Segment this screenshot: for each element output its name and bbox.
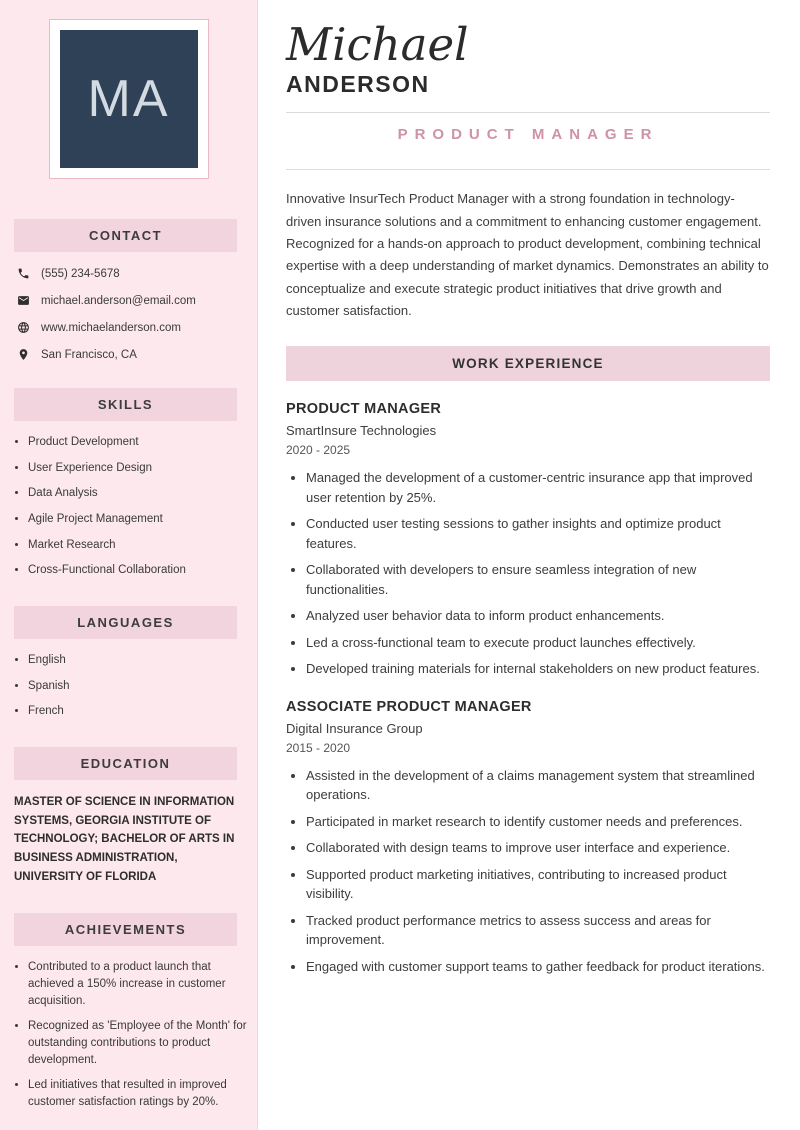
languages-heading: LANGUAGES bbox=[14, 606, 237, 639]
contact-heading: CONTACT bbox=[14, 219, 237, 252]
contact-location-text: San Francisco, CA bbox=[41, 348, 137, 361]
job-bullet: • Conducted user testing sessions to gather insights and optimize product features. bbox=[306, 514, 770, 553]
avatar-initials: MA bbox=[60, 30, 198, 168]
skill-item: • Data Analysis bbox=[28, 485, 249, 502]
education-heading: EDUCATION bbox=[14, 747, 237, 780]
job-bullets bbox=[286, 766, 770, 977]
skills-section bbox=[0, 388, 257, 579]
language-item: • English bbox=[28, 652, 249, 669]
skill-item: • Agile Project Management bbox=[28, 511, 249, 528]
job-bullet: • Developed training materials for internal stakeholders on new product features. bbox=[306, 659, 770, 679]
job-company: SmartInsure Technologies bbox=[286, 423, 437, 439]
job-dates: 2015 - 2020 bbox=[286, 740, 351, 755]
job-title: PRODUCT MANAGER bbox=[286, 401, 442, 418]
job-bullets bbox=[286, 468, 770, 679]
languages-section bbox=[0, 606, 257, 720]
job-associate-product-manager bbox=[286, 699, 770, 977]
avatar bbox=[49, 19, 209, 179]
location-icon bbox=[17, 348, 30, 361]
job-company: Digital Insurance Group bbox=[286, 720, 423, 736]
job-bullet: • Supported product marketing initiatives, contributing to increased product visibility. bbox=[306, 865, 770, 904]
contact-email-row bbox=[17, 294, 247, 307]
summary-paragraph: Innovative InsurTech Product Manager with a strong foundation in technology-driven insurance solutions and a commitment to enhancing customer engagement. Recognized for a hands-on approach to product development, combining technical expertise with a deep understanding of market dynamics. Demonstrates an ability to conceptualize and execute strategic product initiatives that drive growth and customer satisfaction. bbox=[286, 191, 769, 319]
languages-list bbox=[0, 652, 249, 720]
contact-list bbox=[17, 267, 247, 361]
last-name: ANDERSON bbox=[286, 71, 430, 98]
main-content bbox=[258, 0, 800, 976]
skill-item: • Cross-Functional Collaboration bbox=[28, 562, 249, 579]
work-experience-heading: WORK EXPERIENCE bbox=[286, 346, 770, 381]
role-title: PRODUCT MANAGER bbox=[397, 126, 659, 144]
education-text: MASTER OF SCIENCE IN INFORMATION SYSTEMS, GEORGIA INSTITUTE OF TECHNOLOGY; BACHELOR OF ARTS IN BUSINESS ADMINISTRATION, UNIVERSITY OF FLORIDA bbox=[14, 796, 235, 883]
skills-list bbox=[0, 434, 249, 579]
job-bullet: • Collaborated with developers to ensure seamless integration of new functionalities. bbox=[306, 560, 770, 599]
job-product-manager bbox=[286, 401, 770, 679]
phone-icon bbox=[17, 267, 30, 280]
skills-heading: SKILLS bbox=[14, 388, 237, 421]
email-icon bbox=[17, 294, 30, 307]
language-item: • Spanish bbox=[28, 678, 249, 695]
achievement-item: • Recognized as 'Employee of the Month' for outstanding contributions to product development. bbox=[28, 1018, 249, 1068]
language-item: • French bbox=[28, 703, 249, 720]
skill-item: • Product Development bbox=[28, 434, 249, 451]
job-bullet: • Led a cross-functional team to execute product launches effectively. bbox=[306, 633, 770, 653]
job-bullet: • Tracked product performance metrics to assess success and areas for improvement. bbox=[306, 911, 770, 950]
job-bullet: • Collaborated with design teams to improve user interface and experience. bbox=[306, 838, 770, 858]
skill-item: • Market Research bbox=[28, 537, 249, 554]
achievements-heading: ACHIEVEMENTS bbox=[14, 913, 237, 946]
job-dates: 2020 - 2025 bbox=[286, 443, 351, 458]
job-bullet: • Analyzed user behavior data to inform product enhancements. bbox=[306, 606, 770, 626]
sidebar bbox=[0, 0, 258, 1130]
job-title: ASSOCIATE PRODUCT MANAGER bbox=[286, 698, 532, 715]
contact-phone-row bbox=[17, 267, 247, 280]
job-bullet: • Assisted in the development of a claims management system that streamlined operations. bbox=[306, 766, 770, 805]
contact-phone-text: (555) 234-5678 bbox=[41, 267, 120, 280]
contact-website-row bbox=[17, 321, 247, 334]
job-bullet: • Participated in market research to identify customer needs and preferences. bbox=[306, 812, 770, 832]
globe-icon bbox=[17, 321, 30, 334]
job-bullet: • Managed the development of a customer-centric insurance app that improved user retention by 25%. bbox=[306, 468, 770, 507]
achievements-section bbox=[0, 913, 257, 1110]
divider-bottom bbox=[286, 169, 770, 170]
contact-email-text: michael.anderson@email.com bbox=[41, 294, 196, 307]
first-name: Michael bbox=[286, 18, 469, 71]
achievement-item: • Led initiatives that resulted in improved customer satisfaction ratings by 20%. bbox=[28, 1077, 249, 1110]
education-section bbox=[0, 747, 257, 886]
name-header bbox=[286, 18, 770, 98]
contact-location-row bbox=[17, 348, 247, 361]
contact-section bbox=[0, 219, 257, 361]
contact-website-text: www.michaelanderson.com bbox=[41, 321, 181, 334]
achievements-list bbox=[0, 959, 249, 1110]
skill-item: • User Experience Design bbox=[28, 460, 249, 477]
achievement-item: • Contributed to a product launch that achieved a 150% increase in customer acquisition. bbox=[28, 959, 249, 1009]
job-bullet: • Engaged with customer support teams to gather feedback for product iterations. bbox=[306, 957, 770, 977]
